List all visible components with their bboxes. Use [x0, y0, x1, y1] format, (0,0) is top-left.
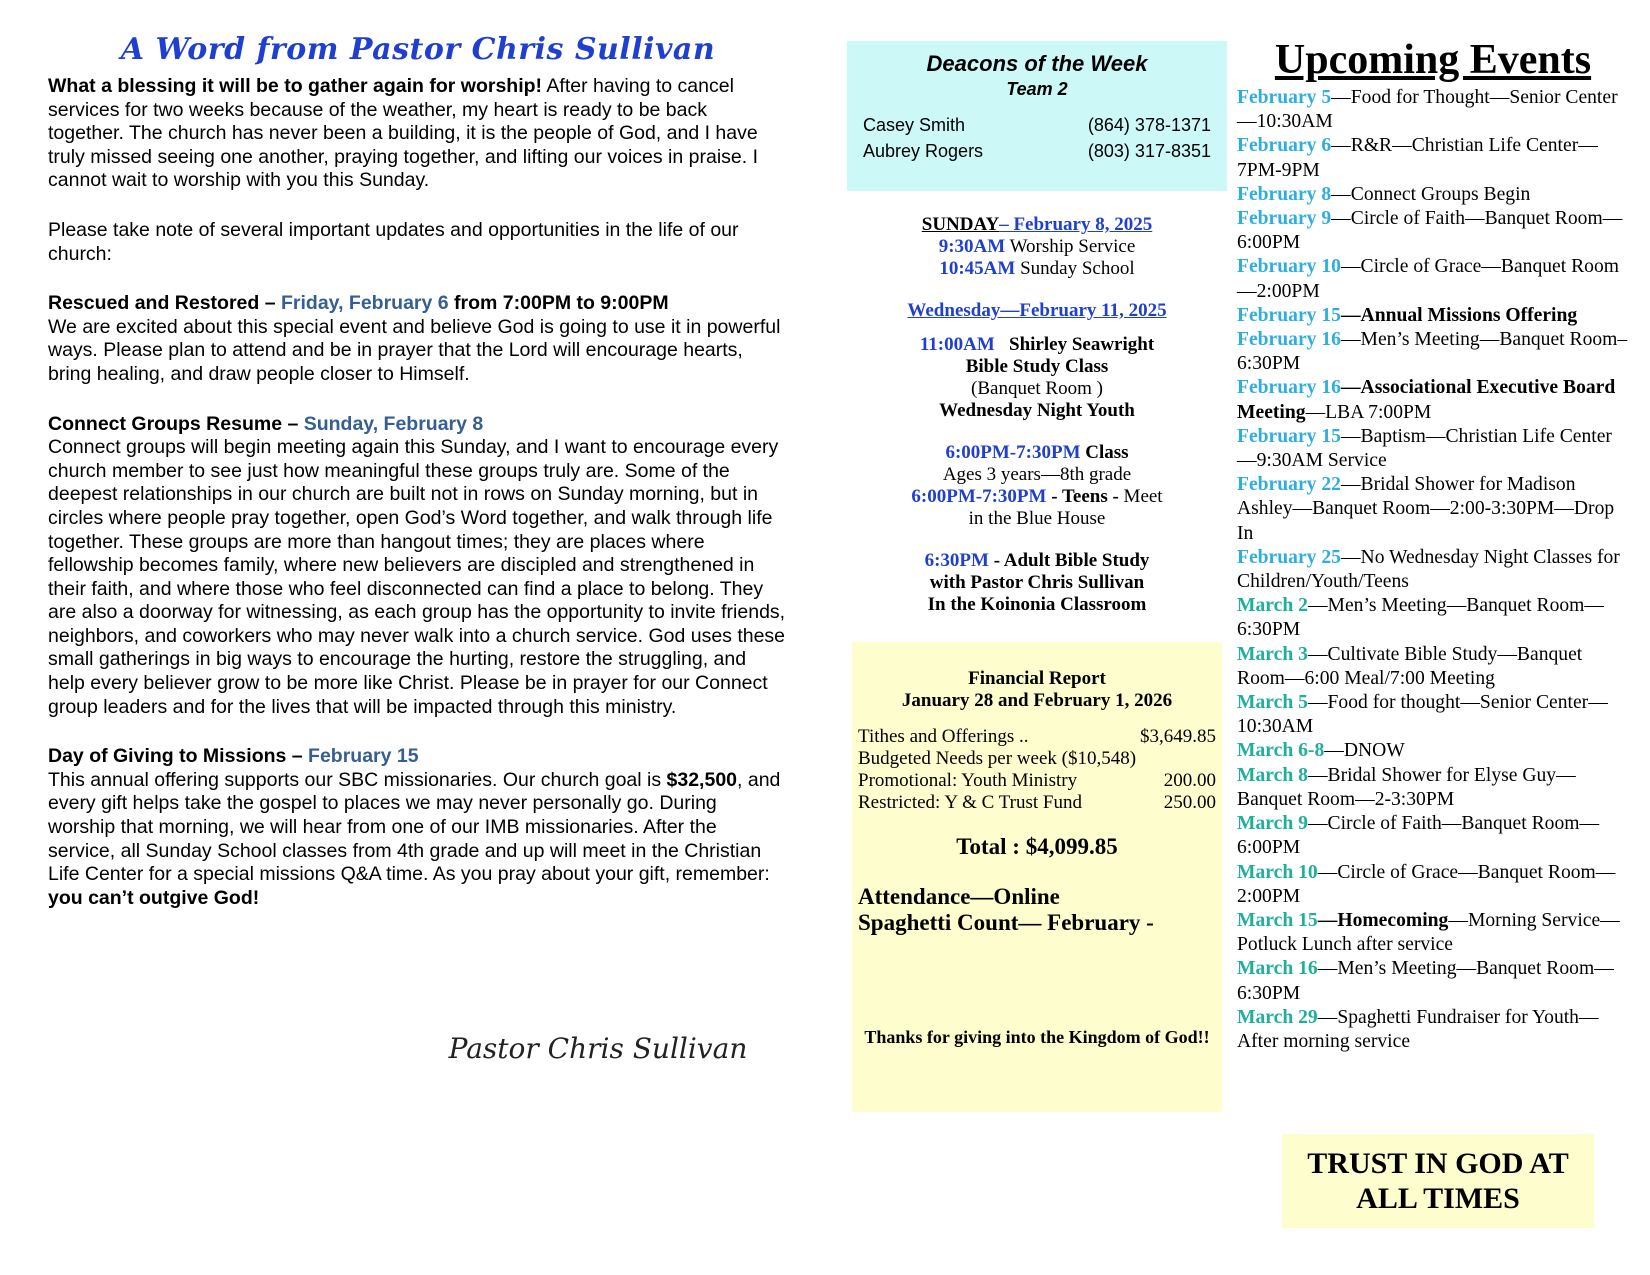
events-list	[1237, 86, 1629, 1054]
letter-title: A Word from Pastor Chris Sullivan	[120, 32, 716, 67]
financial-line	[858, 726, 1216, 748]
line-label: Promotional: Youth Ministry	[858, 770, 1078, 791]
intro-bold: What a blessing it will be to gather again for worship!	[48, 75, 543, 97]
line-label: Restricted: Y & C Trust Fund	[858, 792, 1082, 813]
section-giving	[48, 745, 788, 910]
school-line	[847, 258, 1227, 280]
school-time: 10:45AM	[939, 258, 1016, 279]
event-text: —Food for thought—Senior Center—10:30AM	[1237, 692, 1608, 738]
event-item	[1237, 255, 1629, 303]
event-date: February 25	[1237, 546, 1341, 568]
deacon-name: Aubrey Rogers	[863, 141, 984, 161]
event-text: —Bridal Shower for Madison Ashley—Banquet Room—2:00-3:30PM—Drop In	[1237, 474, 1615, 544]
event-date: February 6	[1237, 135, 1332, 157]
letter-intro	[48, 75, 788, 193]
event-item	[1237, 134, 1629, 182]
giving-text-b: , and every gift helps take the gospel to places we may never personally go. During worship that morning, we will hear from one of our IMB missionaries. After the service, all Sunday School classes from 4th grade and up will meet in the Christian Life Center for a special missions Q&A time. As you pray about your gift, remember:	[48, 768, 781, 886]
intro-text: After having to cancel services for two weeks because of the weather, my heart is ready to be back together. The church has never been a building, it is the people of God, and I have truly missed seeing one another, praying together, and lifting our voices in praise. I cannot wait to worship with you this Sunday.	[48, 75, 758, 192]
deacons-box	[847, 41, 1227, 191]
event-date: February 16	[1237, 377, 1341, 399]
worship-time: 9:30AM	[938, 236, 1006, 257]
event-date: February 9	[1237, 208, 1332, 230]
worship-line	[847, 236, 1227, 258]
event-date: March 3	[1237, 643, 1308, 665]
event-item	[1237, 812, 1629, 860]
giving-goal: $32,500	[666, 768, 738, 791]
bible-time: 11:00AM	[919, 334, 995, 355]
sunday-date: – February 8, 2025	[999, 214, 1153, 235]
line-value: 250.00	[1163, 792, 1216, 813]
sunday-label: SUNDAY	[921, 214, 1000, 235]
sunday-heading	[847, 214, 1227, 236]
event-text: —R&R—Christian Life Center—7PM-9PM	[1237, 135, 1598, 181]
teens-place: in the Blue House	[968, 508, 1106, 529]
event-text: —Morning Service—Potluck Lunch after service	[1237, 909, 1620, 956]
financial-total: Total : $4,099.85	[956, 834, 1118, 859]
event-item	[1237, 1006, 1629, 1054]
financial-report	[852, 642, 1222, 1112]
event-text: —Circle of Faith—Banquet Room—6:00PM	[1237, 813, 1600, 859]
event-date: March 9	[1237, 813, 1308, 835]
event-date: February 15	[1237, 425, 1341, 447]
event-date: March 16	[1237, 958, 1318, 980]
event-date: February 5	[1237, 87, 1332, 108]
line-label: Budgeted Needs per week ($10,548)	[858, 748, 1137, 769]
event-date: February 10	[1237, 256, 1341, 278]
youth-heading: Wednesday Night Youth	[939, 400, 1135, 421]
financial-title: Financial Report	[968, 668, 1106, 689]
event-date: March 29	[1237, 1006, 1318, 1028]
giving-date: February 15	[308, 745, 419, 768]
adult-label: - Adult Bible Study	[988, 550, 1150, 571]
rescued-text: We are excited about this special event and believe God is going to use it in powerful ways. Please plan to attend and be in prayer that the Lord will encourage hearts, bring healing, and draw people closer to Himself.	[48, 315, 781, 385]
teens-meet: Meet	[1123, 486, 1163, 507]
event-item	[1237, 691, 1629, 739]
event-item	[1237, 957, 1629, 1005]
deacon-phone: (803) 317-8351	[1087, 141, 1211, 161]
line-value: 200.00	[1163, 770, 1216, 791]
bible-class: Bible Study Class	[965, 356, 1109, 377]
adult-room: In the Koinonia Classroom	[927, 594, 1147, 615]
school-label: Sunday School	[1015, 258, 1135, 279]
event-text: —Circle of Grace—Banquet Room—2:00PM	[1237, 861, 1616, 907]
youth-block	[847, 442, 1227, 530]
event-item	[1237, 304, 1629, 328]
connect-text: Connect groups will begin meeting again this Sunday, and I want to encourage every church member to see just how meaningful these groups truly are. Some of the deepest relationships in our church are built not in rows on Sunday morning, but in circles where people pray together, open God’s Word together, and walk through life together. These groups are more than hangout times; they are places where fellowship becomes family, where new believers are discipled and strengthened in their faith, and where those who feel disconnected can find a place to belong. They are also a doorway for witnessing, as each group has the opportunity to invite friends, neighbors, and coworkers who may never walk into a church service. God uses these small gatherings in big ways to encourage the hurting, restore the struggling, and help every believer grow to be more like Christ. Please be in prayer for our Connect group leaders and for the lives that will be impacted through this ministry.	[48, 436, 786, 718]
event-date: March 2	[1237, 595, 1308, 617]
event-item	[1237, 376, 1629, 424]
event-item	[1237, 425, 1629, 473]
thanks-note: Thanks for giving into the Kingdom of God!!	[864, 1027, 1210, 1047]
event-text: —Men’s Meeting—Banquet Room– 6:30PM	[1237, 329, 1628, 375]
event-date: March 6-8	[1237, 740, 1325, 762]
event-bold-text: —Homecoming	[1317, 909, 1449, 931]
event-text: —Bridal Shower for Elyse Guy—Banquet Room—2-3:30PM	[1237, 764, 1576, 810]
event-item	[1237, 546, 1629, 594]
event-item	[1237, 643, 1629, 691]
rescued-date: Friday, February 6	[281, 292, 449, 315]
teens-line	[847, 486, 1227, 508]
event-date: February 22	[1237, 474, 1341, 496]
event-item	[1237, 86, 1629, 134]
sunday-block	[847, 214, 1227, 280]
event-text: —Spaghetti Fundraiser for Youth—After morning service	[1237, 1006, 1599, 1052]
financial-line	[858, 770, 1216, 792]
connect-heading: Connect Groups Resume –	[48, 412, 304, 435]
connect-date: Sunday, February 8	[303, 412, 484, 435]
event-date: March 10	[1237, 861, 1318, 883]
teens-time: 6:00PM-7:30PM	[911, 486, 1047, 507]
spaghetti-line: Spaghetti Count— February -	[858, 910, 1154, 935]
event-date: March 5	[1237, 692, 1308, 714]
giving-text-a: This annual offering supports our SBC missionaries. Our church goal is	[48, 768, 667, 791]
event-text: —No Wednesday Night Classes for Children/Youth/Teens	[1237, 546, 1620, 593]
event-item	[1237, 207, 1629, 255]
deacons-title: Deacons of the Week	[926, 51, 1148, 76]
event-item	[1237, 473, 1629, 546]
giving-end: you can’t outgive God!	[48, 886, 260, 909]
financial-line	[858, 748, 1216, 770]
event-text: —Food for Thought—Senior Center—10:30AM	[1237, 87, 1618, 133]
rescued-time: from 7:00PM to 9:00PM	[448, 292, 669, 315]
class-label: Class	[1080, 442, 1129, 463]
line-value: $3,649.85	[1140, 726, 1216, 747]
adult-block	[847, 550, 1227, 616]
class-line	[847, 442, 1227, 464]
class-ages: Ages 3 years—8th grade	[942, 464, 1132, 485]
bible-line	[847, 334, 1227, 356]
financial-period: January 28 and February 1, 2026	[901, 690, 1173, 711]
financial-line	[858, 792, 1216, 814]
giving-heading: Day of Giving to Missions –	[48, 745, 309, 768]
adult-time: 6:30PM	[924, 550, 989, 571]
bible-room: (Banquet Room )	[971, 378, 1103, 399]
event-item	[1237, 594, 1629, 642]
deacon-name: Casey Smith	[863, 115, 966, 135]
deacon-row	[847, 112, 1227, 138]
wednesday-heading	[847, 300, 1227, 322]
bible-name: Shirley Seawright	[994, 334, 1155, 355]
signature: Pastor Chris Sullivan	[448, 1032, 748, 1065]
event-item	[1237, 861, 1629, 909]
rescued-heading: Rescued and Restored –	[48, 292, 281, 315]
event-text: —Men’s Meeting—Banquet Room—6:30PM	[1237, 958, 1614, 1004]
bible-study-block	[847, 334, 1227, 422]
upcoming-events	[1237, 36, 1629, 1054]
event-date: March 15	[1237, 909, 1318, 931]
events-title: Upcoming Events	[1274, 37, 1592, 83]
event-date: March 8	[1237, 764, 1308, 786]
event-date: February 15	[1237, 304, 1341, 326]
event-date: February 16	[1237, 329, 1341, 351]
financial-heading	[852, 668, 1222, 712]
adult-line	[847, 550, 1227, 572]
event-text: —Circle of Grace—Banquet Room—2:00PM	[1237, 256, 1619, 302]
event-text: —DNOW	[1324, 740, 1405, 762]
event-text: —Circle of Faith—Banquet Room—6:00PM	[1237, 208, 1623, 254]
service-schedule	[847, 214, 1227, 616]
section-connect	[48, 413, 788, 720]
event-date: February 8	[1237, 183, 1332, 205]
event-item	[1237, 764, 1629, 812]
event-bold-text: —Associational Executive Board Meeting	[1237, 377, 1616, 423]
adult-with: with Pastor Chris Sullivan	[929, 572, 1145, 593]
line-label: Tithes and Offerings ..	[858, 726, 1029, 747]
attendance-block	[852, 884, 1222, 936]
financial-lines	[852, 726, 1222, 814]
deacons-team: Team 2	[1006, 79, 1068, 99]
deacon-phone: (864) 378-1371	[1087, 115, 1211, 135]
letter-updates: Please take note of several important updates and opportunities in the life of our church:	[48, 218, 739, 265]
deacon-row	[847, 138, 1227, 164]
event-item	[1237, 183, 1629, 207]
section-rescued	[48, 292, 788, 386]
event-item	[1237, 739, 1629, 763]
event-item	[1237, 328, 1629, 376]
event-text: —LBA 7:00PM	[1305, 401, 1432, 423]
pastor-letter	[48, 32, 788, 1065]
event-text: —Baptism—Christian Life Center—9:30AM Service	[1237, 425, 1612, 472]
event-item	[1237, 909, 1629, 957]
event-text: —Connect Groups Begin	[1331, 183, 1531, 205]
worship-label: Worship Service	[1005, 236, 1136, 257]
event-text: —Cultivate Bible Study—Banquet Room—6:00 Meal/7:00 Meeting	[1237, 643, 1583, 689]
trust-banner: TRUST IN GOD AT ALL TIMES	[1282, 1134, 1594, 1228]
wednesday-date: Wednesday—February 11, 2025	[907, 300, 1167, 321]
event-text: —Men’s Meeting—Banquet Room—6:30PM	[1237, 595, 1604, 641]
event-bold-text: —Annual Missions Offering	[1340, 304, 1578, 326]
class-time: 6:00PM-7:30PM	[945, 442, 1081, 463]
teens-label: - Teens -	[1046, 486, 1124, 507]
attendance-line: Attendance—Online	[858, 884, 1060, 909]
